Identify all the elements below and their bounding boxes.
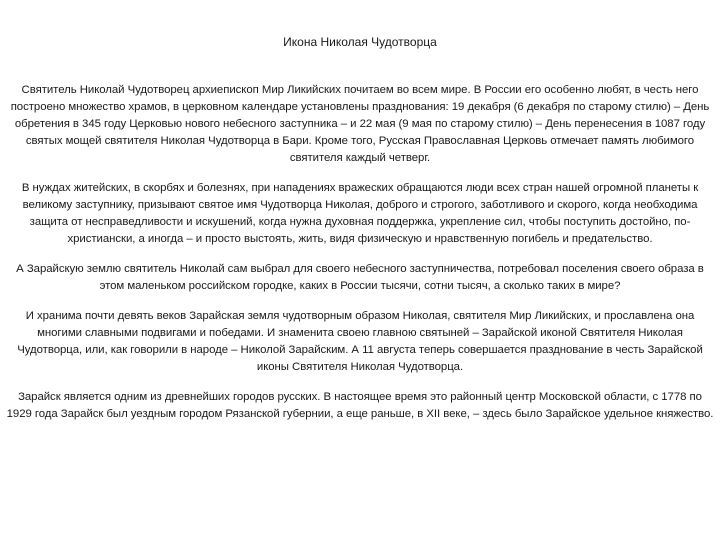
paragraph-2: В нуждах житейских, в скорбях и болезнях, при нападениях вражеских обращаются люди всех стран нашей огромной планеты к великому заступнику, призывают святое имя Чудотворца Николая, доброго и строгого, заботливого и скорого, когда необходима защита от несправедливости и искушений, когда нужна духовная поддержка, укрепление сил, чтобы поступить достойно, по-христиански, а иногда – и просто выстоять, жить, видя физическую и нравственную погибель и предательство. <box>21 182 699 245</box>
paragraph-1: Святитель Николай Чудотворец архиепископ Мир Ликийских почитаем во всем мире. В России его особенно любят, в честь него построено множество храмов, в церковном календаре установлены празднования: 19 декабря (6 декабря по старому стилю) – День обретения в 345 году Церковью нового небесного заступника – и 22 мая (9 мая по старому стилю) – День перенесения в 1087 году святых мощей святителя Николая Чудотворца в Бари. Кроме того, Русская Православная Церковь отмечает память любимого святителя каждый четверг. <box>10 84 710 164</box>
paragraph-5: Зарайск является одним из древнейших городов русских. В настоящее время это районный центр Московской области, с 1778 по 1929 года Зарайск был уездным городом Рязанской губернии, а еще раньше, в XII веке, – здесь было Зарайское удельное княжество. <box>6 391 714 420</box>
page-title: Икона Николая Чудотворца <box>283 35 437 49</box>
paragraph-3: А Зарайскую землю святитель Николай сам выбрал для своего небесного заступничества, потребовал поселения своего образа в этом маленьком российском городке, каких в России тысячи, сотни тысяч, а сколько таких в мире? <box>16 263 704 292</box>
document-body <box>6 82 714 436</box>
paragraph-4: И хранима почти девять веков Зарайская земля чудотворным образом Николая, святителя Мир Ликийских, и прославлена она многими славными подвигами и победами. И знаменита своею главною святыней – Зарайской иконой Святителя Николая Чудотворца, или, как говорили в народе – Николой Зарайским. А 11 августа теперь совершается празднование в честь Зарайской иконы Святителя Николая Чудотворца. <box>17 310 703 373</box>
